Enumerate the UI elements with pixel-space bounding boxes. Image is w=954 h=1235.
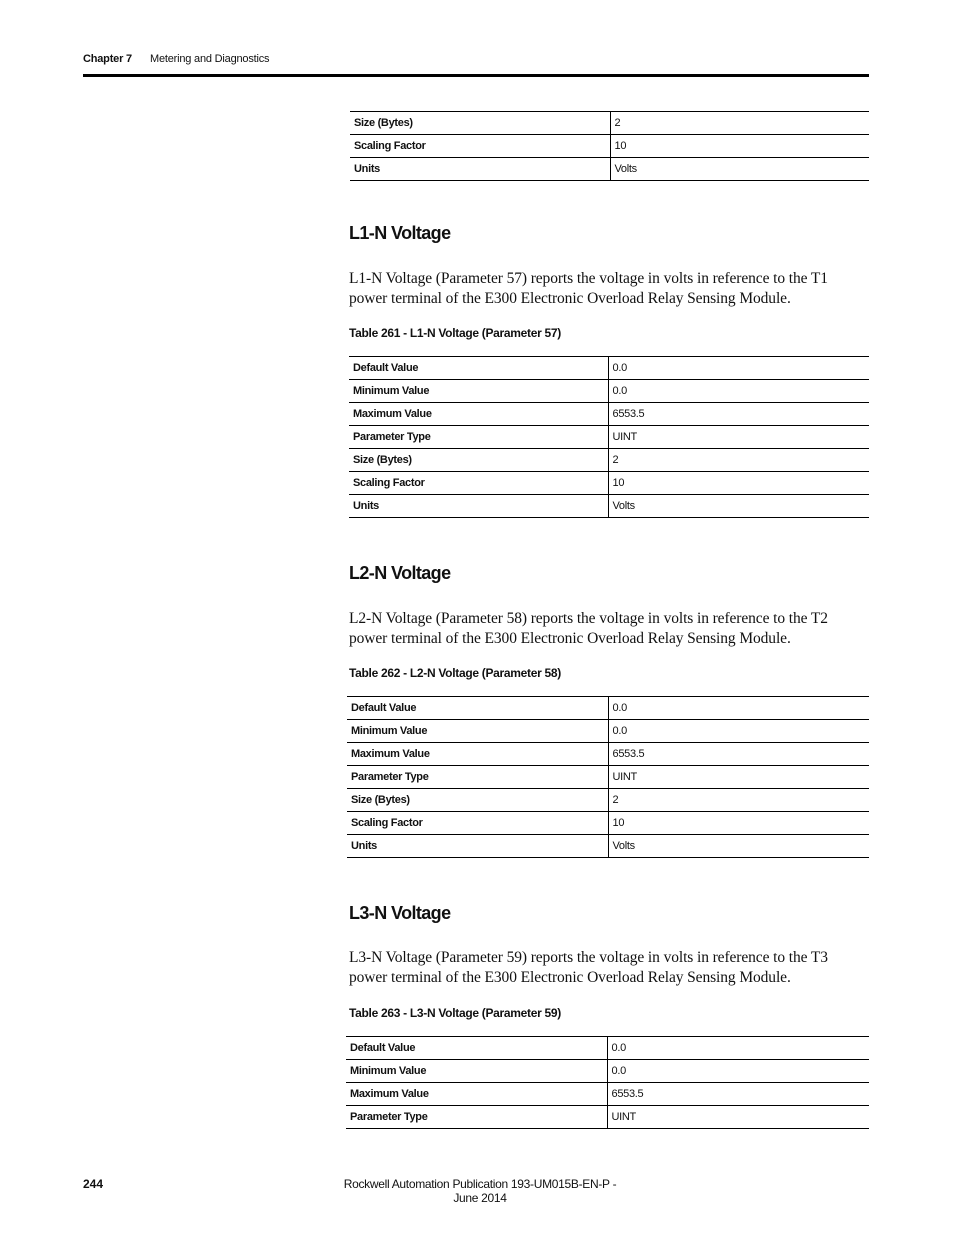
table-row	[347, 835, 869, 858]
chapter-label: Chapter 7	[83, 53, 132, 65]
row-label: Maximum Value	[346, 1083, 607, 1106]
table-row	[346, 1060, 869, 1083]
row-value: 2	[608, 789, 869, 812]
row-value: 10	[608, 812, 869, 835]
row-label: Parameter Type	[347, 766, 608, 789]
row-label: Size (Bytes)	[349, 449, 608, 472]
table-row	[350, 135, 869, 158]
row-label: Size (Bytes)	[347, 789, 608, 812]
row-value: 6553.5	[607, 1083, 869, 1106]
table-row	[349, 472, 869, 495]
section-label: Metering and Diagnostics	[150, 53, 270, 65]
table-row	[346, 1083, 869, 1106]
table-row	[350, 112, 869, 135]
table-row	[347, 720, 869, 743]
table-caption-l2n: Table 262 - L2-N Voltage (Parameter 58)	[349, 666, 561, 680]
row-label: Scaling Factor	[350, 135, 610, 158]
row-label: Default Value	[349, 357, 608, 380]
row-label: Minimum Value	[349, 380, 608, 403]
row-value: 0.0	[608, 380, 869, 403]
row-value: 0.0	[608, 697, 869, 720]
page-number: 244	[83, 1177, 104, 1191]
table-row	[347, 743, 869, 766]
table-row	[349, 380, 869, 403]
row-value: 0.0	[608, 720, 869, 743]
row-value: Volts	[608, 495, 869, 518]
table-row	[346, 1037, 869, 1060]
publication-info: Rockwell Automation Publication 193-UM015B-EN-P - June 2014	[343, 1177, 617, 1205]
continued-parameter-table	[350, 111, 869, 181]
table-row	[347, 812, 869, 835]
header-rule	[83, 74, 869, 77]
page-header	[83, 53, 869, 77]
section-paragraph-l2n: L2-N Voltage (Parameter 58) reports the voltage in volts in reference to the T2 power terminal of the E300 Electronic Overload Relay Sensing Module.	[349, 610, 828, 647]
row-label: Maximum Value	[347, 743, 608, 766]
table-row	[347, 766, 869, 789]
row-label: Units	[347, 835, 608, 858]
row-label: Scaling Factor	[347, 812, 608, 835]
row-value: 10	[610, 135, 869, 158]
table-caption-l3n: Table 263 - L3-N Voltage (Parameter 59)	[349, 1006, 561, 1020]
row-label: Units	[349, 495, 608, 518]
row-label: Minimum Value	[346, 1060, 607, 1083]
row-value: 6553.5	[608, 743, 869, 766]
row-label: Default Value	[346, 1037, 607, 1060]
parameter-table-l2n	[347, 696, 869, 858]
table-caption-l1n: Table 261 - L1-N Voltage (Parameter 57)	[349, 326, 561, 340]
row-label: Parameter Type	[346, 1106, 607, 1129]
section-heading-l3n: L3-N Voltage	[349, 903, 451, 923]
row-value: 0.0	[608, 357, 869, 380]
row-label: Units	[350, 158, 610, 181]
row-label: Minimum Value	[347, 720, 608, 743]
row-value: 0.0	[607, 1060, 869, 1083]
section-heading-l1n: L1-N Voltage	[349, 223, 451, 243]
row-value: Volts	[608, 835, 869, 858]
row-label: Size (Bytes)	[350, 112, 610, 135]
row-value: 2	[610, 112, 869, 135]
table-row	[350, 158, 869, 181]
section-paragraph-l1n: L1-N Voltage (Parameter 57) reports the voltage in volts in reference to the T1 power terminal of the E300 Electronic Overload Relay Sensing Module.	[349, 270, 828, 307]
parameter-table-l1n	[349, 356, 869, 518]
table-row	[349, 426, 869, 449]
row-label: Maximum Value	[349, 403, 608, 426]
table-row	[346, 1106, 869, 1129]
row-value: Volts	[610, 158, 869, 181]
parameter-table-l3n	[346, 1036, 869, 1129]
table-row	[347, 789, 869, 812]
row-label: Parameter Type	[349, 426, 608, 449]
table-row	[349, 449, 869, 472]
row-value: UINT	[608, 766, 869, 789]
table-row	[349, 495, 869, 518]
row-value: UINT	[608, 426, 869, 449]
row-value: 6553.5	[608, 403, 869, 426]
section-paragraph-l3n: L3-N Voltage (Parameter 59) reports the voltage in volts in reference to the T3 power terminal of the E300 Electronic Overload Relay Sensing Module.	[349, 949, 828, 986]
row-value: 0.0	[607, 1037, 869, 1060]
row-value: UINT	[607, 1106, 869, 1129]
section-heading-l2n: L2-N Voltage	[349, 563, 451, 583]
table-row	[349, 403, 869, 426]
row-label: Default Value	[347, 697, 608, 720]
row-label: Scaling Factor	[349, 472, 608, 495]
row-value: 2	[608, 449, 869, 472]
table-row	[349, 357, 869, 380]
row-value: 10	[608, 472, 869, 495]
table-row	[347, 697, 869, 720]
